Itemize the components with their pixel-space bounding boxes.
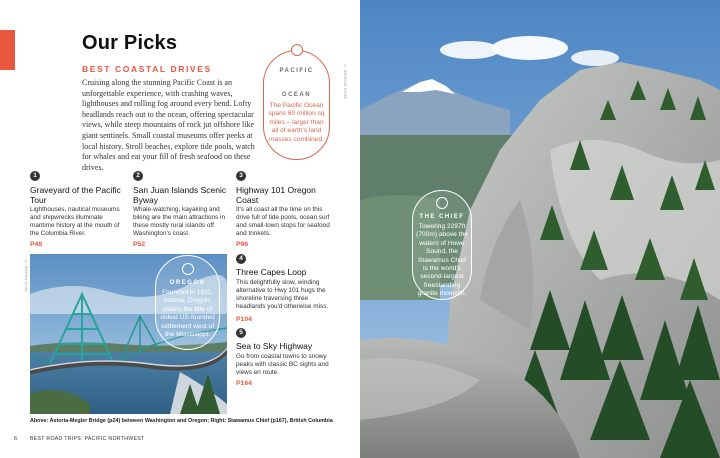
pick-title: Highway 101 Oregon Coast	[236, 185, 316, 205]
callout-text: The Pacific Ocean spans 60 million sq miles – larger than all of earth's land masses combined.	[268, 102, 325, 143]
page-title: Our Picks	[82, 32, 178, 54]
pick-page-ref: P104	[236, 316, 252, 323]
section-subhead: BEST COASTAL DRIVES	[82, 64, 212, 74]
callout-label: THE CHIEF	[419, 214, 465, 220]
pick-page-ref: P52	[133, 241, 146, 248]
map-pin-icon	[291, 44, 303, 56]
pacific-ocean-callout	[263, 50, 330, 160]
callout-label-line-1: PACIFIC	[279, 68, 314, 74]
pick-number: 1	[30, 171, 40, 181]
pick-page-ref: P48	[30, 241, 43, 248]
callout-label: OREGON	[169, 280, 206, 286]
pick-description: Whale-watching, kayaking and biking are the main attractions in these mostly rural islands off Washington's coast.	[133, 206, 226, 238]
photo-credit: © GEORGE ROSE	[343, 64, 347, 100]
pick-description: It's all coast all the time on this drive full of tide pools, ocean surf and small-town stops for seafood and trinkets.	[236, 206, 330, 238]
pick-page-ref: P96	[236, 241, 249, 248]
pick-number: 5	[236, 328, 246, 338]
pick-description: Go from coastal towns to snowy peaks with classic BC sights and views en route.	[236, 353, 329, 377]
pick-description: This delightfully slow, winding alternative to Hwy 101 hugs the shoreline traversing three headlands you'd otherwise miss.	[236, 279, 329, 311]
pick-page-ref: P164	[236, 380, 252, 387]
pick-title: Three Capes Loop	[236, 267, 307, 277]
photo-credit: © SIERRA CLUB	[24, 260, 28, 293]
intro-paragraph: Cruising along the stunning Pacific Coast is an unforgettable experience, with crashing waves, lighthouses and rolling fog around every bend. Lofty headlands reach out to the ocean, offering spectacular views, while steep mountains of rock jut offshore like giant sentinels. Small coastal museums offer peeks at local history. Stroll beaches, explore tide pools, watch for whales and eat your fill of fresh seafood on these drives.	[82, 78, 255, 172]
pick-number: 2	[133, 171, 143, 181]
callout-text: Founded in 1811, Astoria, Oregon, claims the title of oldest US-founded settlement west of the Mississippi.	[160, 289, 215, 339]
pick-title: Graveyard of the Pacific Tour	[30, 185, 121, 205]
the-chief-callout	[412, 190, 472, 300]
map-pin-icon	[182, 263, 194, 275]
photo-caption: Above: Astoria-Megler Bridge (p24) between Washington and Oregon; Right: Stawamus Chief (p167), British Columbia	[30, 418, 333, 424]
map-pin-icon	[436, 197, 448, 209]
chapter-tab	[0, 30, 15, 70]
pick-title: San Juan Islands Scenic Byway	[133, 185, 227, 205]
callout-label-line-2: OCEAN	[281, 92, 312, 98]
pick-number: 3	[236, 171, 246, 181]
running-footer: BEST ROAD TRIPS: PACIFIC NORTHWEST	[30, 436, 145, 442]
oregon-callout	[155, 255, 220, 350]
pick-number: 4	[236, 254, 246, 264]
page-number: 6	[14, 436, 17, 442]
callout-text: Towering 2297ft (700m) above the waters of Howe Sound, the Stawamus Chief is the world's second-largest freestanding granite monolith.	[416, 223, 468, 298]
pick-description: Lighthouses, nautical museums and shipwrecks illuminate maritime history at the mouth of the Columbia River.	[30, 206, 120, 238]
pick-title: Sea to Sky Highway	[236, 341, 313, 351]
